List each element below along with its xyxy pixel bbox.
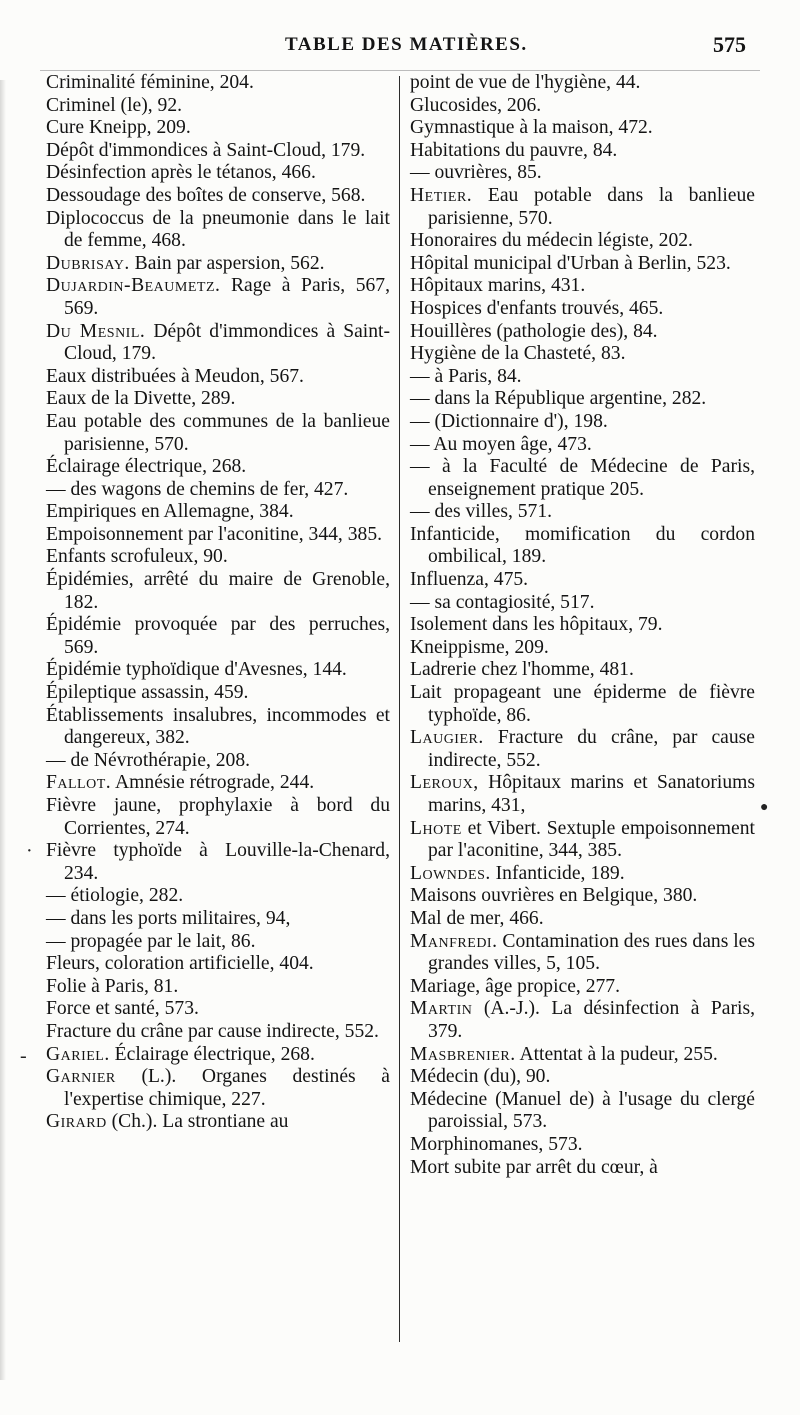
author-name: Lowndes. [410, 862, 491, 884]
index-right-entry [410, 524, 755, 569]
index-left-entry [46, 117, 390, 140]
index-right-entry [410, 72, 755, 95]
entry-text: Houillères (pathologie des), 84. [410, 320, 658, 342]
author-name: Girard [46, 1111, 107, 1133]
index-left-entry [46, 976, 390, 999]
index-right-entry [410, 908, 755, 931]
page-edge-shadow [0, 80, 6, 1380]
author-name: Hetier. [410, 184, 473, 206]
entry-text: Hygiène de la Chasteté, 83. [410, 343, 626, 365]
entry-text: — des wagons de chemins de fer, 427. [46, 478, 349, 500]
index-left-entry [46, 524, 390, 547]
entry-text: Folie à Paris, 81. [46, 975, 179, 997]
entry-text: (Ch.). La strontiane au [111, 1111, 289, 1133]
entry-text: Enfants scrofuleux, 90. [46, 546, 228, 568]
entry-text: — ouvrières, 85. [410, 162, 542, 184]
entry-text: Rage à Paris, 567, 569. [64, 275, 390, 319]
entry-text: Hospices d'enfants trouvés, 465. [410, 297, 664, 319]
entry-text: Médecine (Manuel de) à l'usage du clergé paroissial, 573. [410, 1088, 755, 1133]
entry-text: Bain par aspersion, 562. [134, 252, 325, 274]
index-right-entry [410, 366, 755, 389]
index-left-entry [46, 1066, 390, 1111]
index-right-entry [410, 1044, 755, 1067]
index-left-entry [46, 750, 390, 773]
entry-text: Attentat à la pudeur, 255. [519, 1043, 718, 1065]
index-left-entry [46, 998, 390, 1021]
entry-text: Fièvre jaune, prophylaxie à bord du Corrientes, 274. [46, 795, 390, 839]
index-left-entry [46, 953, 390, 976]
index-right-entry [410, 298, 755, 321]
index-right-entry [410, 863, 755, 886]
entry-text: Infanticide, 189. [495, 862, 625, 884]
entry-text: — des villes, 571. [410, 501, 553, 523]
entry-text: et Vibert. Sextuple empoisonnement par l'aconitine, 344, 385. [428, 817, 755, 862]
entry-text: Influenza, 475. [410, 569, 529, 591]
index-left-entry [46, 162, 390, 185]
index-left-entry [46, 411, 390, 456]
author-name: Masbrenier. [410, 1043, 516, 1065]
entry-text: Kneippisme, 209. [410, 636, 549, 658]
author-name: Leroux, [410, 772, 479, 794]
index-left-entry [46, 479, 390, 502]
index-right-entry [410, 275, 755, 298]
entry-text: Épidémie provoquée par des perruches, 569. [46, 614, 390, 658]
entry-text: — à Paris, 84. [410, 365, 522, 387]
entry-text: Infanticide, momification du cordon ombilical, 189. [410, 523, 755, 568]
index-left-entry [46, 705, 390, 750]
entry-text: Maisons ouvrières en Belgique, 380. [410, 885, 698, 907]
index-left-entry [46, 321, 390, 366]
index-right-entry [410, 592, 755, 615]
author-name: Laugier. [410, 727, 484, 749]
column-divider [399, 76, 400, 1342]
entry-text: Lait propageant une épiderme de fièvre typhoïde, 86. [410, 682, 755, 726]
page-number: 575 [713, 32, 746, 57]
entry-text: Dépôt d'immondices à Saint-Cloud, 179. [46, 139, 366, 161]
entry-text: — dans les ports militaires, 94, [46, 907, 291, 929]
entry-text: Glucosides, 206. [410, 94, 542, 116]
entry-text: Empoisonnement par l'aconitine, 344, 385. [46, 523, 383, 545]
index-left-entry [46, 931, 390, 954]
index-left-entry [46, 366, 390, 389]
margin-mark: · [26, 840, 33, 862]
index-right-entry [410, 185, 755, 230]
index-right-entry [410, 230, 755, 253]
running-title: TABLE DES MATIÈRES. [285, 34, 528, 55]
margin-mark: - [20, 1045, 27, 1067]
entry-text: Hôpitaux marins, 431. [410, 275, 586, 297]
entry-text: — à la Faculté de Médecine de Paris, enseignement pratique 205. [410, 456, 755, 500]
entry-text: Eau potable dans la banlieue parisienne, 570. [428, 184, 756, 229]
entry-text: Mal de mer, 466. [410, 907, 544, 929]
index-right-entry [410, 343, 755, 366]
index-right-entry [410, 411, 755, 434]
author-name: Du Mesnil. [46, 320, 146, 342]
index-right-entry [410, 253, 755, 276]
entry-text: Épidémies, arrêté du maire de Grenoble, 182. [46, 569, 390, 613]
index-left-entry [46, 772, 390, 795]
margin-mark: ● [760, 800, 769, 815]
index-right-entry [410, 931, 755, 976]
entry-text: Épileptique assassin, 459. [46, 682, 249, 704]
index-right-entry [410, 885, 755, 908]
index-right-entry [410, 434, 755, 457]
index-left-entry [46, 1111, 390, 1134]
entry-text: — (Dictionnaire d'), 198. [410, 410, 608, 432]
index-right-entry [410, 614, 755, 637]
entry-text: Hôpital municipal d'Urban à Berlin, 523. [410, 252, 731, 274]
entry-text: Cure Kneipp, 209. [46, 117, 191, 139]
index-left-entry [46, 388, 390, 411]
index-right-entry [410, 321, 755, 344]
author-name: Dujardin-Beaumetz. [46, 275, 221, 297]
entry-text: — sa contagiosité, 517. [410, 591, 595, 613]
entry-text: Gymnastique à la maison, 472. [410, 117, 653, 139]
author-name: Lhote [410, 817, 462, 839]
index-left-entry [46, 275, 390, 320]
index-left-entry [46, 659, 390, 682]
index-left-entry [46, 140, 390, 163]
index-right-entry [410, 727, 755, 772]
entry-text: Mariage, âge propice, 277. [410, 975, 621, 997]
entry-text: — propagée par le lait, 86. [46, 930, 256, 952]
entry-text: Isolement dans les hôpitaux, 79. [410, 614, 663, 636]
entry-text: Dépôt d'immondices à Saint-Cloud, 179. [64, 320, 390, 365]
index-right-entry [410, 682, 755, 727]
index-left-entry [46, 1021, 390, 1044]
index-left-entry [46, 72, 390, 95]
index-left-entry [46, 185, 390, 208]
entry-text: Eau potable des communes de la banlieue parisienne, 570. [46, 410, 390, 455]
index-left-entry [46, 908, 390, 931]
entry-text: Dessoudage des boîtes de conserve, 568. [46, 184, 366, 206]
index-left-entry [46, 840, 390, 885]
entry-text: Eaux de la Divette, 289. [46, 388, 236, 410]
entry-text: Criminalité féminine, 204. [46, 72, 254, 93]
entry-text: — Au moyen âge, 473. [410, 433, 592, 455]
entry-text: Mort subite par arrêt du cœur, à [410, 1156, 658, 1178]
entry-text: Criminel (le), 92. [46, 94, 183, 116]
entry-text: Fleurs, coloration artificielle, 404. [46, 953, 314, 975]
entry-text: (L.). Organes destinés à l'expertise chimique, 227. [64, 1066, 390, 1110]
index-left-entry [46, 569, 390, 614]
index-right-entry [410, 501, 755, 524]
entry-text: Ladrerie chez l'homme, 481. [410, 659, 634, 681]
entry-text: Contamination des rues dans les grandes villes, 5, 105. [428, 930, 755, 975]
index-right-entry [410, 117, 755, 140]
entry-text: Habitations du pauvre, 84. [410, 139, 618, 161]
index-column-left [46, 72, 390, 1134]
entry-text: Eaux distribuées à Meudon, 567. [46, 365, 304, 387]
entry-text: point de vue de l'hygiène, 44. [410, 72, 641, 93]
entry-text: — de Névrothérapie, 208. [46, 749, 251, 771]
index-right-entry [410, 162, 755, 185]
author-name: Gariel. [46, 1043, 110, 1065]
index-left-entry [46, 501, 390, 524]
index-right-entry [410, 1066, 755, 1089]
index-right-entry [410, 637, 755, 660]
index-right-entry [410, 388, 755, 411]
index-right-entry [410, 569, 755, 592]
author-name: Manfredi. [410, 930, 498, 952]
entry-text: — étiologie, 282. [46, 885, 184, 907]
entry-text: Fracture du crâne, par cause indirecte, 552. [428, 727, 755, 771]
author-name: Martin [410, 998, 473, 1020]
index-column-right [410, 72, 755, 1179]
entry-text: Hôpitaux marins et Sanatoriums marins, 431, [428, 772, 755, 816]
entry-text: Honoraires du médecin légiste, 202. [410, 230, 693, 252]
entry-text: Fièvre typhoïde à Louville-la-Chenard, 234. [46, 840, 390, 884]
entry-text: Établissements insalubres, incommodes et dangereux, 382. [46, 704, 390, 749]
index-left-entry [46, 614, 390, 659]
entry-text: Désinfection après le tétanos, 466. [46, 162, 316, 184]
index-left-entry [46, 253, 390, 276]
entry-text: — dans la République argentine, 282. [410, 388, 707, 410]
index-right-entry [410, 1157, 755, 1180]
index-left-entry [46, 456, 390, 479]
index-left-entry [46, 95, 390, 118]
index-left-entry [46, 795, 390, 840]
author-name: Fallot. [46, 772, 112, 794]
index-left-entry [46, 208, 390, 253]
author-name: Garnier [46, 1066, 116, 1088]
entry-text: Diplococcus de la pneumonie dans le lait de femme, 468. [46, 207, 390, 252]
entry-text: Morphinomanes, 573. [410, 1133, 583, 1155]
index-left-entry [46, 546, 390, 569]
entry-text: Empiriques en Allemagne, 384. [46, 501, 294, 523]
entry-text: (A.-J.). La désinfection à Paris, 379. [428, 998, 755, 1042]
entry-text: Amnésie rétrograde, 244. [115, 772, 315, 794]
index-right-entry [410, 976, 755, 999]
entry-text: Épidémie typhoïdique d'Avesnes, 144. [46, 659, 347, 681]
entry-text: Éclairage électrique, 268. [114, 1043, 315, 1065]
index-right-entry [410, 456, 755, 501]
entry-text: Éclairage électrique, 268. [46, 456, 247, 478]
entry-text: Médecin (du), 90. [410, 1066, 551, 1088]
index-right-entry [410, 772, 755, 817]
index-left-entry [46, 885, 390, 908]
header-rule [40, 70, 760, 71]
index-right-entry [410, 998, 755, 1043]
index-right-entry [410, 659, 755, 682]
entry-text: Fracture du crâne par cause indirecte, 552. [46, 1020, 379, 1042]
index-right-entry [410, 1089, 755, 1134]
index-left-entry [46, 1044, 390, 1067]
index-right-entry [410, 1134, 755, 1157]
index-right-entry [410, 818, 755, 863]
index-right-entry [410, 140, 755, 163]
index-left-entry [46, 682, 390, 705]
author-name: Dubrisay. [46, 252, 130, 274]
entry-text: Force et santé, 573. [46, 998, 199, 1020]
index-right-entry [410, 95, 755, 118]
page-header [0, 30, 800, 66]
